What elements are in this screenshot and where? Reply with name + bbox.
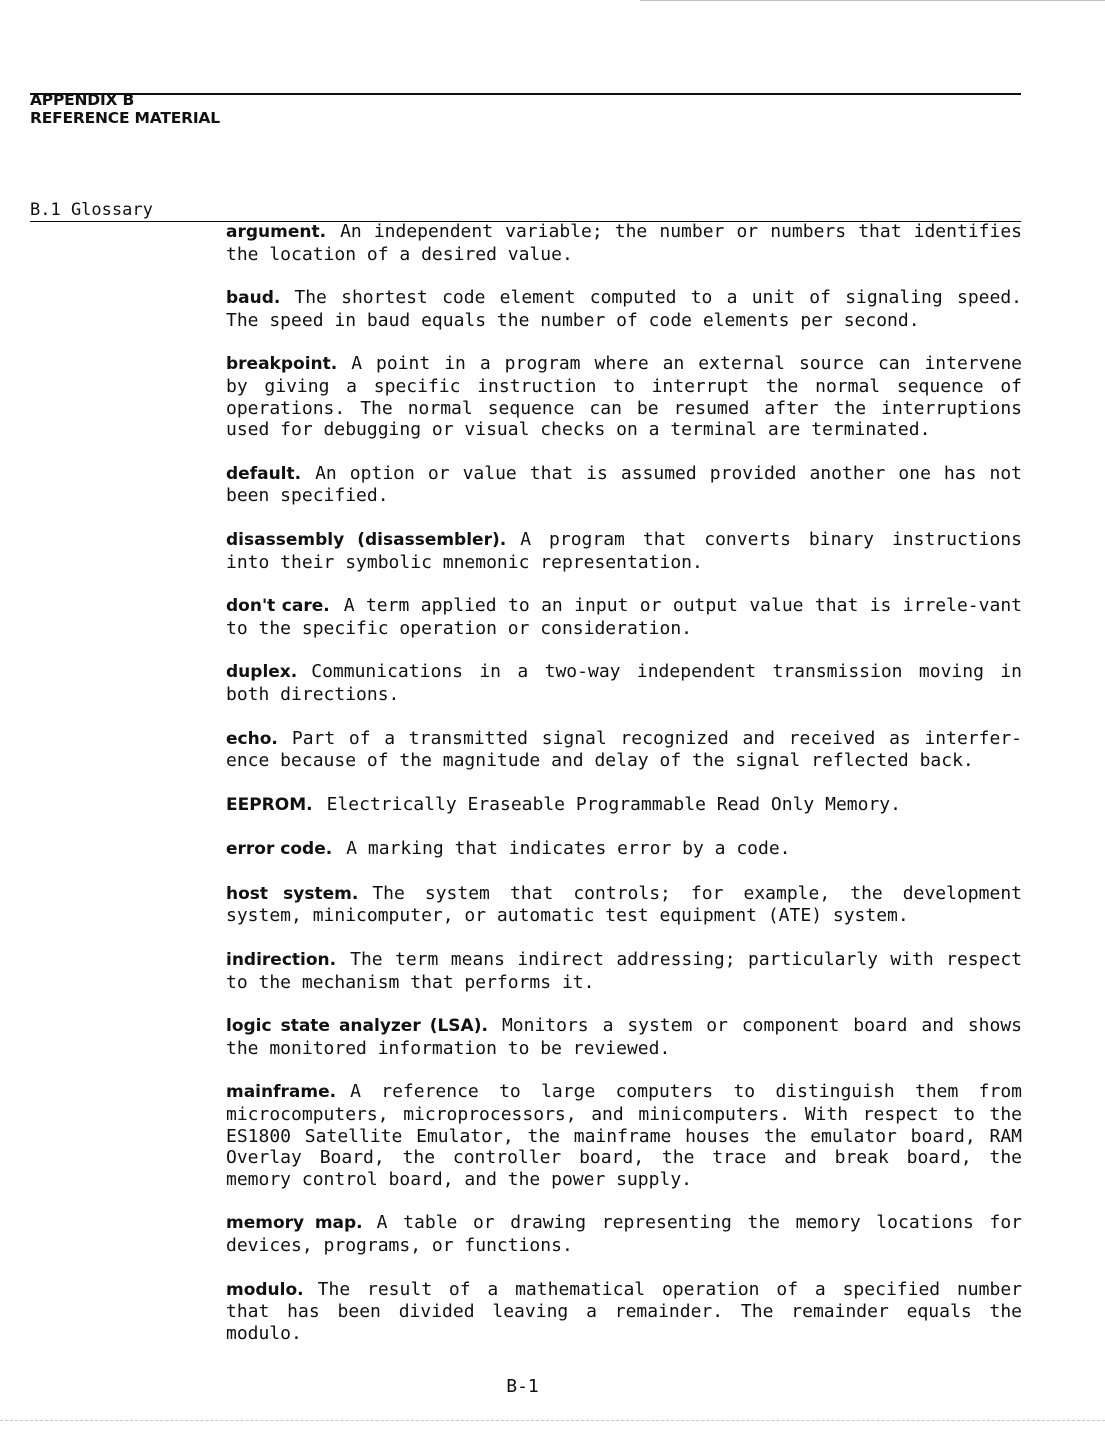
glossary-term: mainframe. [226,1082,337,1103]
glossary-definition: Electrically Eraseable Programmable Read Only Memory. [326,793,901,815]
glossary-entry [226,529,1022,573]
glossary-term: don't care. [226,596,330,617]
glossary-term: memory map. [226,1213,363,1234]
glossary-term: echo. [226,728,278,749]
glossary-term: disassembly (disassembler). [226,529,507,550]
glossary-entry [226,661,1022,705]
page-number: B-1 [506,1376,539,1397]
glossary-entry [226,353,1022,440]
glossary-term: breakpoint. [226,354,338,375]
header-rule [30,93,1021,95]
glossary-term: indirection. [226,950,337,971]
glossary-entry [226,794,1022,817]
scan-edge-line-top [640,0,1105,1]
glossary-entry [226,838,1022,861]
glossary-definition: The result of a mathematical operation of a specified number that has been divided leaving a remainder. The remainder equals the modulo. [226,1278,1022,1344]
glossary-term: logic state analyzer (LSA). [226,1016,488,1037]
glossary-definition: Monitors a system or component board and shows the monitored information to be reviewed. [226,1015,1023,1059]
glossary-entry [226,1279,1022,1345]
scan-edge-line-bottom [0,1420,1105,1421]
glossary-definition: A marking that indicates error by a code. [346,838,791,860]
glossary-entry [226,1212,1022,1256]
glossary-entry [226,1015,1022,1059]
glossary-definition: Communications in a two-way independent transmission moving in both directions. [226,661,1022,705]
glossary-definition: The term means indirect addressing; particularly with respect to the mechanism that performs it. [226,949,1022,993]
glossary-list [226,221,1022,1366]
glossary-definition: The system that controls; for example, the development system, minicomputer, or automatic test equipment (ATE) system. [226,882,1022,927]
glossary-definition: A reference to large computers to distinguish them from microcomputers, microprocessors, and minicomputers. With respect to the ES1800 Satellite Emulator, the mainframe houses the emulator board, RAM Overlay Board, the controller board, the trace and break board, the memory control board, and the power supply. [226,1081,1022,1190]
glossary-entry [226,728,1022,772]
glossary-term: duplex. [226,662,298,683]
glossary-entry [226,463,1022,507]
glossary-entry [226,949,1022,993]
glossary-definition: An option or value that is assumed provided another one has not been specified. [226,462,1022,507]
glossary-term: EEPROM. [226,794,313,815]
glossary-definition: A table or drawing representing the memory locations for devices, programs, or functions. [226,1212,1022,1256]
appendix-heading [30,91,220,127]
glossary-definition: A program that converts binary instructions into their symbolic mnemonic representation. [226,528,1022,573]
glossary-definition: A point in a program where an external source can intervene by giving a specific instruction to interrupt the normal sequence of operations. The normal sequence can be resumed after the interruptions used for debugging or visual checks on a terminal are terminated. [226,353,1022,441]
glossary-term: host system. [226,883,359,904]
glossary-term: modulo. [226,1279,304,1300]
glossary-entry [226,595,1022,639]
glossary-term: argument. [226,222,327,242]
glossary-definition: The shortest code element computed to a unit of signaling speed. The speed in baud equals the number of code elements per second. [226,287,1022,331]
glossary-term: default. [226,463,302,484]
appendix-title: REFERENCE MATERIAL [30,109,220,127]
appendix-label: APPENDIX B [30,91,135,109]
section-title: B.1 Glossary [30,200,153,220]
glossary-definition: An independent variable; the number or numbers that identifies the location of a desired value. [226,221,1022,265]
glossary-term: baud. [226,288,281,309]
glossary-entry [226,287,1022,331]
glossary-entry [226,221,1022,265]
glossary-definition: A term applied to an input or output value that is irrele-vant to the specific operation or consideration. [226,595,1022,639]
glossary-entry [226,883,1022,927]
glossary-definition: Part of a transmitted signal recognized and received as interfer-ence because of the magnitude and delay of the signal reflected back. [226,727,1022,772]
glossary-entry [226,1081,1022,1190]
glossary-term: error code. [226,839,333,860]
